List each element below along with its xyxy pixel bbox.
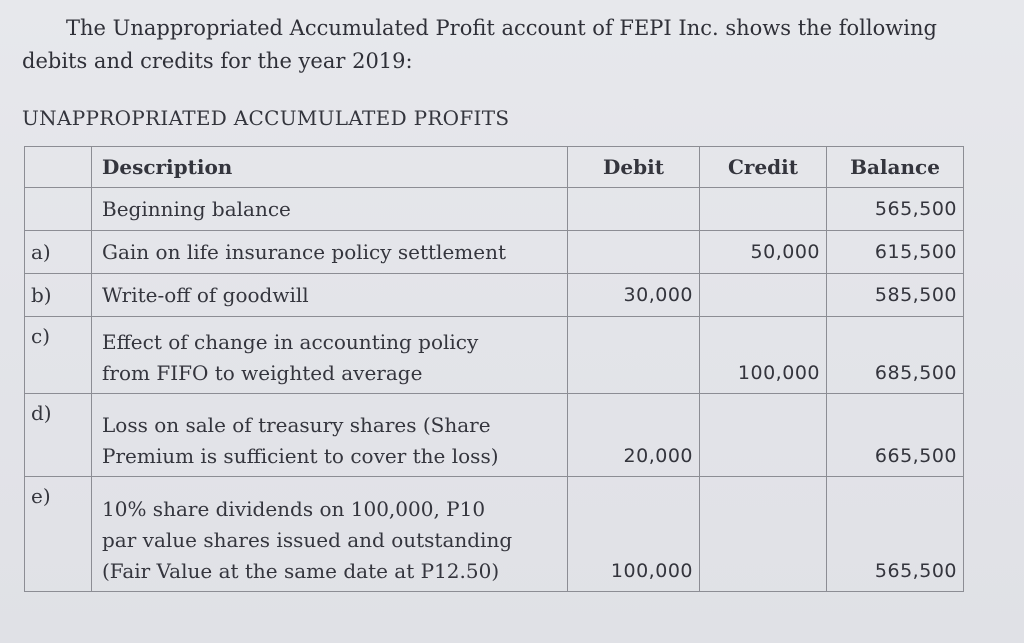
- row-letter: a): [25, 231, 92, 274]
- row-letter: c): [25, 317, 92, 394]
- ledger-table: [24, 146, 964, 592]
- row-description: [92, 188, 568, 231]
- row-balance: 685,500: [827, 317, 964, 394]
- row-balance: 585,500: [827, 274, 964, 317]
- row-letter: e): [25, 477, 92, 592]
- intro-line-2: debits and credits for the year 2019:: [22, 49, 413, 73]
- row-credit: [700, 394, 827, 477]
- intro-paragraph: [22, 12, 982, 78]
- description-line: Beginning balance: [102, 196, 291, 221]
- account-heading: UNAPPROPRIATED ACCUMULATED PROFITS: [22, 106, 510, 130]
- header-balance: Balance: [827, 147, 964, 188]
- header-credit: Credit: [700, 147, 827, 188]
- description-line: par value shares issued and outstanding: [102, 528, 513, 552]
- table-row: [25, 231, 964, 274]
- row-description: [92, 274, 568, 317]
- table-row: [25, 477, 964, 592]
- row-description: [92, 231, 568, 274]
- row-debit: 30,000: [568, 274, 700, 317]
- row-description: [92, 317, 568, 394]
- table-row: [25, 274, 964, 317]
- row-credit: 100,000: [700, 317, 827, 394]
- row-balance: 665,500: [827, 394, 964, 477]
- row-credit: [700, 477, 827, 592]
- description-line: (Fair Value at the same date at P12.50): [102, 559, 500, 583]
- row-debit: 20,000: [568, 394, 700, 477]
- table-row: [25, 188, 964, 231]
- row-letter: d): [25, 394, 92, 477]
- description-line: Premium is sufficient to cover the loss): [102, 444, 499, 468]
- table-header-row: [25, 147, 964, 188]
- row-description: [92, 477, 568, 592]
- row-letter: [25, 188, 92, 231]
- description-line: Loss on sale of treasury shares (Share: [102, 413, 491, 437]
- row-credit: 50,000: [700, 231, 827, 274]
- row-description: [92, 394, 568, 477]
- row-debit: [568, 231, 700, 274]
- row-credit: [700, 274, 827, 317]
- row-debit: [568, 188, 700, 231]
- table-row: [25, 394, 964, 477]
- description-line: Gain on life insurance policy settlement: [102, 239, 507, 264]
- description-line: 10% share dividends on 100,000, P10: [102, 497, 486, 521]
- row-letter: b): [25, 274, 92, 317]
- description-line: from FIFO to weighted average: [102, 361, 423, 385]
- row-balance: 615,500: [827, 231, 964, 274]
- row-debit: [568, 317, 700, 394]
- description-line: Write-off of goodwill: [102, 282, 309, 307]
- row-credit: [700, 188, 827, 231]
- row-balance: 565,500: [827, 477, 964, 592]
- description-line: Effect of change in accounting policy: [102, 330, 479, 354]
- table-row: [25, 317, 964, 394]
- row-debit: 100,000: [568, 477, 700, 592]
- header-letter-cell: [25, 147, 92, 188]
- row-balance: 565,500: [827, 188, 964, 231]
- header-description: Description: [92, 147, 568, 188]
- intro-line-1: The Unappropriated Accumulated Profit account of FEPI Inc. shows the following: [66, 16, 937, 40]
- header-debit: Debit: [568, 147, 700, 188]
